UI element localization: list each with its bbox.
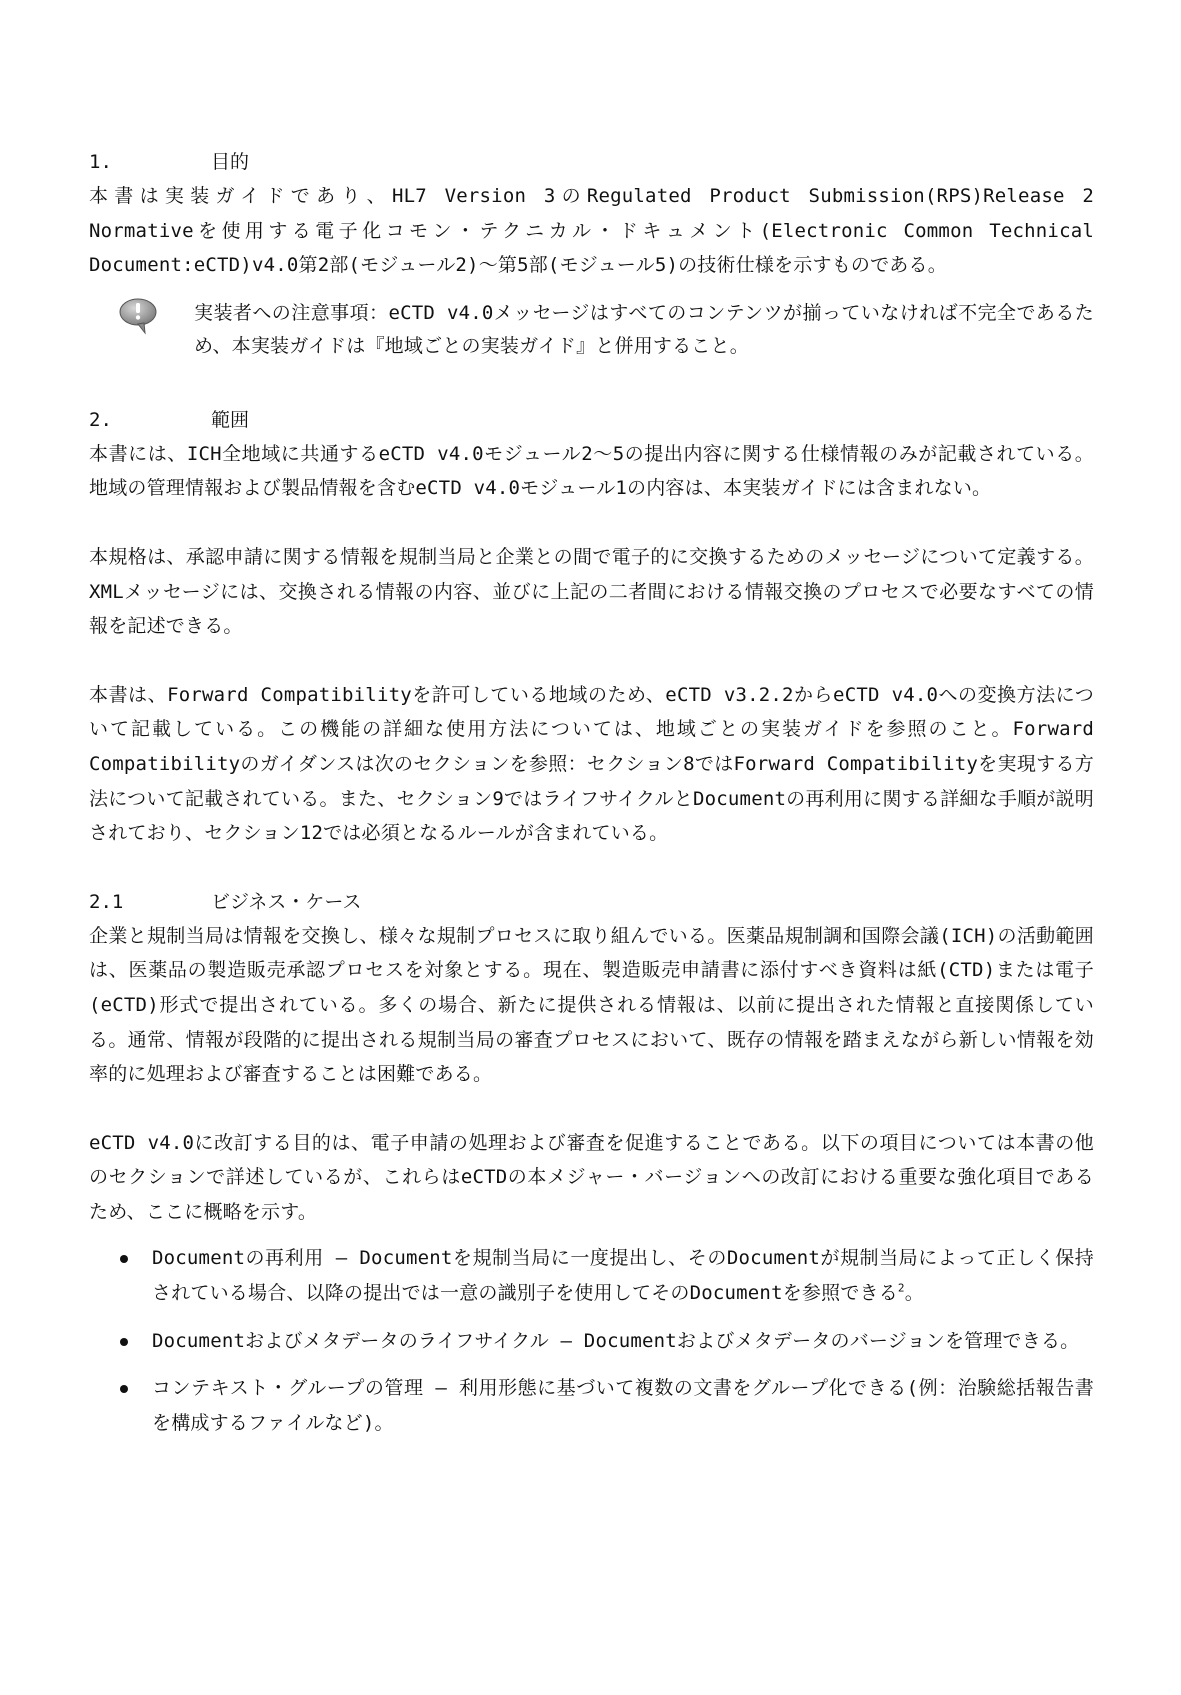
bullet-icon [89,1371,152,1440]
section-title: 範囲 [211,408,250,431]
list-item-text: Documentおよびメタデータのライフサイクル – Documentおよびメタデータのバージョンを管理できる。 [152,1329,1080,1352]
paragraph: 本書には、ICH全地域に共通するeCTD v4.0モジュール2〜5の提出内容に関する仕様情報のみが記載されている。地域の管理情報および製品情報を含むeCTD v4.0モジュール1の内容は、本実装ガイドには含まれない。 [89,442,1094,500]
speech-bubble-exclamation-icon [89,297,194,357]
document-page [89,145,1094,1453]
section-heading [89,403,1094,437]
bullet-icon [89,1324,152,1359]
section-number: 2. [89,408,112,431]
section-title: 目的 [211,151,250,173]
implementer-note [89,297,1094,363]
paragraph: 本規格は、承認申請に関する情報を規制当局と企業との間で電子的に交換するためのメッセージについて定義する。XMLメッセージには、交換される情報の内容、並びに上記の二者間における情報交換のプロセスで必要なすべての情報を記述できる。 [89,545,1094,638]
list-item-text: コンテキスト・グループの管理 – 利用形態に基づいて複数の文書をグループ化できる(例：治験総括報告書を構成するファイルなど)。 [152,1377,1094,1434]
enhancement-list [89,1241,1094,1440]
list-item [89,1371,1094,1440]
list-item [89,1241,1094,1310]
section-heading [89,145,1094,179]
note-text: 実装者への注意事項：eCTD v4.0メッセージはすべてのコンテンツが揃っていなければ不完全であるため、本実装ガイドは『地域ごとの実装ガイド』と併用すること。 [194,301,1094,357]
bullet-icon [89,1241,152,1310]
section-heading [89,885,1094,919]
paragraph: 本書は実装ガイドであり、HL7 Version 3のRegulated Product Submission(RPS)Release 2 Normativeを使用する電子化コモン・テクニカル・ドキュメント(Electronic Common Technical Document:eCTD)v4.0第2部(モジュール2)〜第5部(モジュール5)の技術仕様を示すものである。 [89,185,1094,277]
section-number: 2.1 [89,890,124,913]
footnote-marker: 2 [897,1281,905,1295]
paragraph: 企業と規制当局は情報を交換し、様々な規制プロセスに取り組んでいる。医薬品規制調和国際会議(ICH)の活動範囲は、医薬品の製造販売承認プロセスを対象とする。現在、製造販売申請書に添付すべき資料は紙(CTD)または電子(eCTD)形式で提出されている。多くの場合、新たに提供される情報は、以前に提出された情報と直接関係している。通常、情報が段階的に提出される規制当局の審査プロセスにおいて、既存の情報を踏まえながら新しい情報を効率的に処理および審査することは困難である。 [89,924,1094,1086]
list-item-text: Documentの再利用 – Documentを規制当局に一度提出し、そのDocumentが規制当局によって正しく保持されている場合、以降の提出では一意の識別子を使用してそのDocumentを参照できる$^2$。 [152,1247,1094,1305]
section-title: ビジネス・ケース [211,890,362,913]
paragraph: 本書は、Forward Compatibilityを許可している地域のため、eCTD v3.2.2からeCTD v4.0への変換方法について記載している。この機能の詳細な使用方法については、地域ごとの実装ガイドを参照のこと。Forward Compatibilityのガイダンスは次のセクションを参照：セクション8ではForward Compatibilityを実現する方法について記載されている。また、セクション9ではライフサイクルとDocumentの再利用に関する詳細な手順が説明されており、セクション12では必須となるルールが含まれている。 [89,683,1094,845]
section-number: 1. [89,151,112,173]
list-item [89,1324,1094,1359]
paragraph: eCTD v4.0に改訂する目的は、電子申請の処理および審査を促進することである。以下の項目については本書の他のセクションで詳述しているが、これらはeCTDの本メジャー・バージョンへの改訂における重要な強化項目であるため、ここに概略を示す。 [89,1131,1094,1223]
